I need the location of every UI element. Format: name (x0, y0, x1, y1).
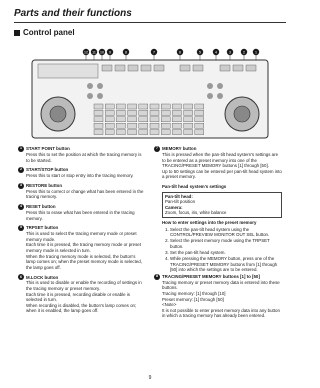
step-item: 4. While pressing the MEMORY button, press one of the TRACING/PRESET MEMORY buttons from [1] through [50] into which the settings are to be entered. (170, 256, 282, 273)
memory-button (172, 104, 181, 109)
settings-head-label: Pan-tilt head: (165, 193, 193, 199)
settings-camera-value: Zoom, focus, iris, white balance (165, 210, 227, 216)
settings-box (162, 192, 282, 218)
memory-button (161, 123, 170, 128)
item-number-badge: 2 (20, 167, 22, 172)
step-item: 2. Select the preset memory mode using the TRPSET button. (170, 238, 282, 249)
memory-button (195, 117, 204, 122)
memory-button (150, 123, 159, 128)
memory-button (195, 110, 204, 115)
settings-head-value: Pan-tilt position (165, 199, 196, 205)
page-number: 9 (148, 375, 152, 381)
settings-heading: Pan-tilt head system's settings (162, 183, 227, 189)
memory-button (161, 104, 170, 109)
callout-label: 2 (243, 50, 245, 55)
memory-button (116, 117, 125, 122)
memory-button (128, 117, 137, 122)
callout-label: 3 (229, 50, 231, 55)
item-number-badge: 1 (20, 146, 22, 151)
memory-button (195, 130, 204, 135)
item-line: Preset memory: [1] through [50] (162, 296, 224, 302)
callout-label: 12 (84, 50, 88, 55)
item-line: Press this to set the position at which the tracing memory is to be started. (26, 152, 142, 163)
memory-button (161, 117, 170, 122)
callout-label: 7 (153, 50, 155, 55)
item-number-badge: 5 (20, 225, 22, 230)
memory-button (150, 117, 159, 122)
item-line: This is pressed when the pan-tilt head system's settings are to be entered as a preset memory into one of the TRACING/PRESET MEMORY buttons [1] through [50]. (162, 152, 279, 169)
memory-button (172, 117, 181, 122)
memory-button (94, 110, 103, 115)
memory-button (105, 110, 114, 115)
memory-button (172, 110, 181, 115)
item-line: Press this to start or stop entry into the tracing memory. (26, 173, 134, 179)
memory-button (161, 130, 170, 135)
item-2 (18, 167, 146, 179)
memory-button (105, 104, 114, 109)
callout-label: 8 (125, 50, 127, 55)
item-line: Press this to erase what has been entered in the tracing memory. (26, 209, 135, 221)
memory-button (139, 123, 148, 128)
step-item: 1. Select the pan-tilt head system using the CONTROL/PREVIEW MONITOR OUT SEL button. (170, 227, 282, 238)
item-title: RESET button (26, 204, 56, 210)
callout-label: 5 (199, 50, 201, 55)
item-title: START POINT button (26, 146, 70, 152)
section-title (14, 28, 75, 37)
memory-button (184, 130, 193, 135)
note-text: It is not possible to enter preset memory data into any button in which a tracing memory has already been entered. (162, 307, 280, 319)
memory-button (94, 117, 103, 122)
item-number-badge: 7 (156, 146, 158, 151)
item-title: RESTORE button (26, 182, 63, 188)
step-item: 3. Set the pan-tilt head system. (170, 250, 282, 256)
item-number-badge: 4 (20, 204, 22, 209)
item-line: When recording is disabled, the button's lamp comes on; when it is enabled, the lamp goes off. (26, 302, 137, 314)
memory-button (139, 110, 148, 115)
memory-button (116, 123, 125, 128)
callout-label: 1 (255, 50, 257, 55)
item-title: START/STOP button (26, 167, 69, 173)
memory-button (139, 104, 148, 109)
item-line: Up to 50 settings can be entered per pan-tilt head system into a preset memory. (162, 168, 282, 180)
memory-button (128, 130, 137, 135)
item-title: MEMORY button (162, 146, 197, 152)
item-title: TRPSET button (26, 225, 59, 231)
memory-button (105, 130, 114, 135)
item-6 (18, 274, 146, 314)
memory-button (116, 130, 125, 135)
item-title: M.LOCK button (26, 274, 59, 280)
memory-button (150, 130, 159, 135)
callout-label: 6 (179, 50, 181, 55)
item-line: Tracing memory or preset memory data is entered into these buttons. (162, 279, 280, 291)
item-7 (154, 146, 282, 180)
memory-button (184, 117, 193, 122)
callout-label: 9 (109, 50, 111, 55)
section-square-icon (14, 30, 20, 36)
memory-button (161, 110, 170, 115)
note-label: <Note> (162, 302, 177, 308)
page-header: Parts and their functions (14, 8, 132, 19)
item-number-badge: 8 (156, 273, 158, 278)
memory-button (94, 123, 103, 128)
memory-button (94, 130, 103, 135)
memory-button (128, 104, 137, 109)
item-line: Each time it is pressed, recording disable or enable is selected in turn. (26, 291, 130, 303)
item-line: This is used to disable or enable the recording of settings in the tracing memory or preset memory. (26, 280, 142, 291)
memory-button (195, 104, 204, 109)
memory-button (172, 130, 181, 135)
left-column (18, 146, 146, 318)
item-line: When the tracing memory mode is selected, the button's lamp comes on; when the preset memory mode is selected, the lamp goes off. (26, 253, 142, 270)
item-title: TRACING/PRESET MEMORY buttons [1] to [50] (162, 273, 260, 279)
callout-label: 10 (100, 50, 104, 55)
memory-button (184, 104, 193, 109)
settings-camera-label: Camera: (165, 204, 183, 210)
steps-list (154, 227, 282, 273)
memory-button (150, 110, 159, 115)
memory-button (128, 110, 137, 115)
memory-button (184, 110, 193, 115)
item-8 (154, 274, 282, 319)
memory-button (105, 117, 114, 122)
item-5 (18, 225, 146, 270)
memory-button (172, 123, 181, 128)
section-title-text: Control panel (23, 28, 75, 37)
right-column (154, 146, 282, 323)
memory-button (116, 104, 125, 109)
memory-button (105, 123, 114, 128)
control-panel-illustration (30, 48, 270, 140)
memory-button (128, 123, 137, 128)
steps-heading: How to enter settings into the preset memory (162, 219, 257, 225)
memory-button (116, 110, 125, 115)
memory-button (94, 104, 103, 109)
memory-button (139, 130, 148, 135)
item-3 (18, 183, 146, 200)
item-line: Press this to correct or change what has been entered in the tracing memory. (26, 188, 144, 200)
item-line: This is used to select the tracing memory mode or preset memory mode. (26, 231, 137, 242)
memory-button (139, 117, 148, 122)
item-line: Each time it is pressed, the tracing memory mode or preset memory mode is selected in turn. (26, 242, 141, 253)
item-1 (18, 146, 146, 163)
callout-label: 4 (215, 50, 217, 55)
item-4 (18, 204, 146, 221)
header-rule (14, 22, 286, 23)
memory-button (150, 104, 159, 109)
item-number-badge: 3 (20, 182, 22, 187)
item-number-badge: 6 (20, 274, 22, 279)
memory-button (184, 123, 193, 128)
memory-button (195, 123, 204, 128)
item-line: Tracing memory: [1] through [10] (162, 290, 226, 296)
callout-label: 11 (92, 50, 96, 55)
